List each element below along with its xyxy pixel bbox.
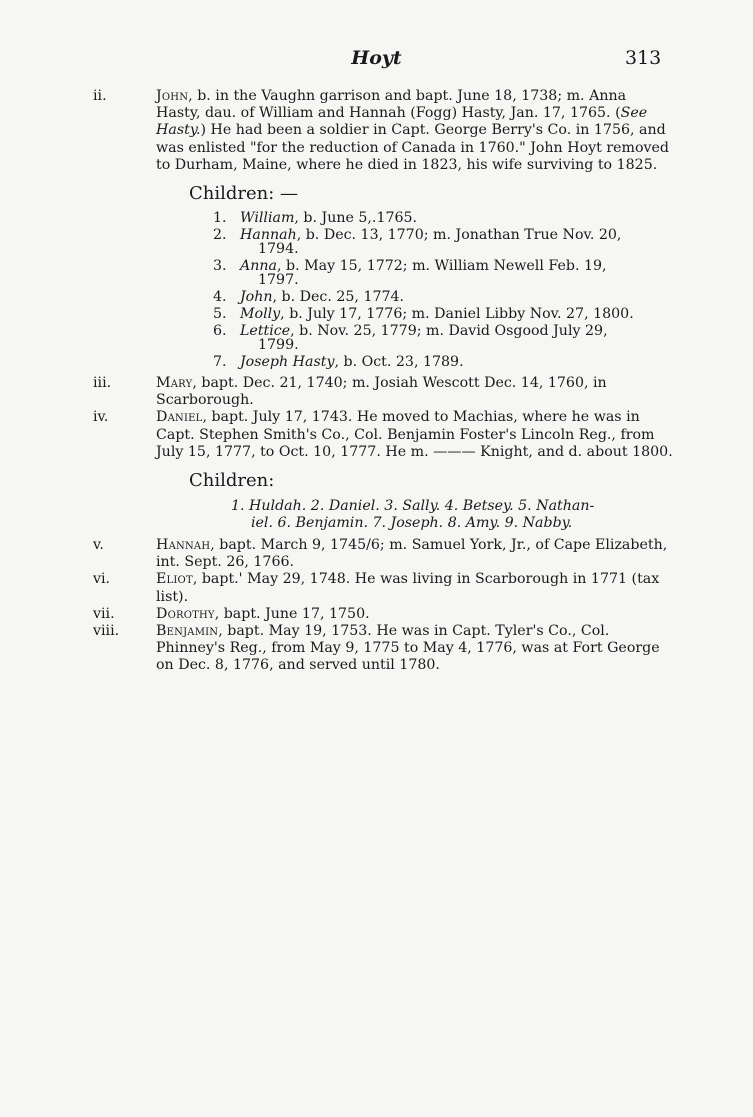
child-details: , b. Dec. 13, 1770; m. Jonathan True Nov. 20, [296, 227, 622, 244]
child-name: Hannah [240, 227, 297, 244]
body-text [93, 88, 675, 675]
entry-text: , bapt.' May 29, 1748. He was living in Scarborough in 1771 (tax list). [156, 571, 660, 605]
entry-iv [93, 409, 675, 461]
entry-text: , bapt. March 9, 1745/6; m. Samuel York, Jr., of Cape Elizabeth, int. Sept. 26, 1766. [156, 537, 668, 571]
child-number: 7. [213, 354, 227, 371]
entry-text: , bapt. Dec. 21, 1740; m. Josiah Wescott Dec. 14, 1760, in Scarborough. [156, 375, 607, 409]
child-number: 1. [213, 210, 227, 227]
child-details: , b. June 5,.1765. [294, 210, 418, 227]
child-number: 3. [213, 258, 227, 275]
entry-vi [93, 571, 675, 605]
child-number: 6. [213, 323, 227, 340]
children-line: 1. Huldah. 2. Daniel. 3. Sally. 4. Betsey. 5. Nathan- [231, 498, 595, 515]
child-item [213, 259, 675, 287]
entry-text: , b. in the Vaughn garrison and bapt. June 18, 1738; m. Anna Hasty, dau. of William and Hannah (Fogg) Hasty, Jan. 17, 1765. ( [156, 88, 627, 122]
entry-name: Eliot [156, 571, 193, 588]
child-name: Joseph Hasty [240, 354, 335, 371]
entry-iii [93, 375, 675, 409]
entry-name: Hannah [156, 537, 211, 554]
child-details: , b. July 17, 1776; m. Daniel Libby Nov. 27, 1800. [280, 306, 634, 323]
child-details-continued: 1794. [258, 241, 299, 258]
child-name: Lettice [240, 323, 291, 340]
entry-name: John [156, 88, 189, 104]
child-item [213, 307, 675, 321]
child-name: Anna [240, 258, 277, 275]
entry-text: , bapt. June 17, 1750. [214, 605, 370, 622]
running-title: Hoyt [351, 47, 402, 69]
entry-numeral: vii. [93, 605, 115, 622]
entry-v [93, 537, 675, 571]
child-name: John [240, 289, 273, 306]
children-heading: Children: — [189, 183, 299, 205]
child-item [213, 211, 675, 225]
child-number: 5. [213, 306, 227, 323]
entry-numeral: v. [93, 537, 104, 554]
entry-numeral: vi. [93, 571, 111, 588]
cross-reference: See Hasty. [156, 105, 648, 139]
entry-ii [93, 88, 675, 174]
child-item [213, 228, 675, 256]
child-details: , b. May 15, 1772; m. William Newell Feb. 19, [276, 258, 607, 275]
entry-numeral: iv. [93, 409, 109, 426]
child-name: Molly [240, 306, 281, 323]
entry-numeral: iii. [93, 375, 112, 392]
entry-viii [93, 623, 675, 675]
entry-text: , bapt. May 19, 1753. He was in Capt. Tyler's Co., Col. Phinney's Reg., from May 9, 1775 to May 4, 1776, was at Fort George on Dec. 8, 1776, and served until 1780. [156, 623, 660, 674]
children-heading: Children: [189, 470, 275, 492]
entry-name: Mary [156, 375, 193, 392]
children-line: iel. 6. Benjamin. 7. Joseph. 8. Amy. 9. Nabby. [251, 515, 573, 532]
page-number: 313 [625, 47, 662, 69]
child-number: 4. [213, 289, 227, 306]
child-details-continued: 1799. [258, 337, 299, 354]
child-number: 2. [213, 227, 227, 244]
children-list [213, 211, 675, 369]
child-item [213, 355, 675, 369]
entry-name: Daniel [156, 409, 203, 426]
entry-text-continued: ) He had been a soldier in Capt. George Berry's Co. in 1756, and was enlisted "for the reduction of Canada in 1760." John Hoyt removed to Durham, Maine, where he died in 1823, his wife surviving to 1825. [156, 122, 670, 173]
child-item [213, 290, 675, 304]
entry-text: , bapt. July 17, 1743. He moved to Machias, where he was in Capt. Stephen Smith's Co., Col. Benjamin Foster's Lincoln Reg., from July 15, 1777, to Oct. 10, 1777. He m. ——— Knight, and d. about 1800. [156, 409, 673, 460]
entry-vii [93, 606, 675, 623]
child-name: William [240, 210, 295, 227]
child-details: , b. Oct. 23, 1789. [334, 354, 464, 371]
inline-children-list [231, 498, 675, 532]
child-item [213, 324, 675, 352]
entry-name: Benjamin [156, 623, 219, 640]
child-details-continued: 1797. [258, 272, 299, 289]
entry-numeral: viii. [93, 623, 120, 640]
entry-numeral: ii. [93, 88, 107, 104]
entry-name: Dorothy [156, 605, 215, 622]
child-details: , b. Nov. 25, 1779; m. David Osgood July 29, [290, 323, 608, 340]
child-details: , b. Dec. 25, 1774. [272, 289, 405, 306]
